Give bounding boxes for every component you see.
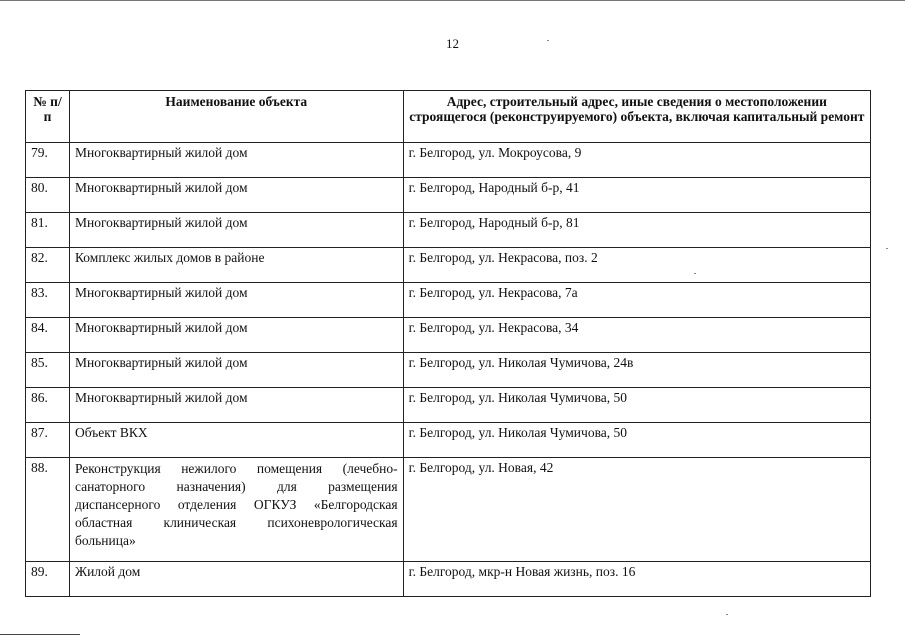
header-name: Наименование объекта (69, 91, 403, 143)
row-name: Многоквартирный жилой дом (69, 388, 403, 423)
row-address: г. Белгород, ул. Некрасова, 7а (403, 283, 870, 318)
row-num: 88. (26, 458, 70, 562)
table-row (26, 423, 871, 458)
table-row (26, 388, 871, 423)
row-address: г. Белгород, ул. Некрасова, поз. 2 (403, 248, 870, 283)
table-row (26, 283, 871, 318)
table-row (26, 318, 871, 353)
table-row (26, 562, 871, 597)
row-address: г. Белгород, ул. Новая, 42 (403, 458, 870, 562)
objects-table (25, 90, 871, 597)
row-num: 89. (26, 562, 70, 597)
scan-speck (726, 614, 728, 615)
row-num: 84. (26, 318, 70, 353)
row-name: Многоквартирный жилой дом (69, 213, 403, 248)
table-row (26, 143, 871, 178)
table-row (26, 248, 871, 283)
scan-speck (694, 273, 696, 274)
row-address: г. Белгород, Народный б-р, 41 (403, 178, 870, 213)
table-row (26, 178, 871, 213)
row-num: 79. (26, 143, 70, 178)
row-num: 82. (26, 248, 70, 283)
header-address: Адрес, строительный адрес, иные сведения о местоположении строящегося (реконструируемого) объекта, включая капитальный ремонт (403, 91, 870, 143)
row-num: 87. (26, 423, 70, 458)
scan-speck (547, 40, 549, 41)
row-name: Многоквартирный жилой дом (69, 283, 403, 318)
row-num: 81. (26, 213, 70, 248)
row-address: г. Белгород, ул. Николая Чумичова, 50 (403, 388, 870, 423)
row-address: г. Белгород, ул. Николая Чумичова, 50 (403, 423, 870, 458)
row-name: Многоквартирный жилой дом (69, 143, 403, 178)
scan-edge-top (0, 0, 905, 1)
row-address: г. Белгород, ул. Мокроусова, 9 (403, 143, 870, 178)
header-num: № п/п (26, 91, 70, 143)
table-row (26, 213, 871, 248)
row-num: 80. (26, 178, 70, 213)
row-name: Многоквартирный жилой дом (69, 353, 403, 388)
row-address: г. Белгород, мкр-н Новая жизнь, поз. 16 (403, 562, 870, 597)
row-num: 86. (26, 388, 70, 423)
table-row (26, 353, 871, 388)
row-num: 85. (26, 353, 70, 388)
page-number: 12 (446, 36, 459, 51)
row-num: 83. (26, 283, 70, 318)
table-header-row (26, 91, 871, 143)
row-address: г. Белгород, ул. Некрасова, 34 (403, 318, 870, 353)
row-name: Многоквартирный жилой дом (69, 318, 403, 353)
scan-speck (886, 248, 888, 249)
row-name: Реконструкция нежилого помещения (лечебно-санаторного назначения) для размещения диспансерного отделения ОГКУЗ «Белгородская областная клиническая психоневрологическая больница» (69, 458, 403, 562)
row-address: г. Белгород, Народный б-р, 81 (403, 213, 870, 248)
row-name: Объект ВКХ (69, 423, 403, 458)
row-address: г. Белгород, ул. Николая Чумичова, 24в (403, 353, 870, 388)
row-name: Многоквартирный жилой дом (69, 178, 403, 213)
scan-edge-bottom (0, 634, 80, 635)
table-row (26, 458, 871, 562)
row-name: Комплекс жилых домов в районе (69, 248, 403, 283)
row-name: Жилой дом (69, 562, 403, 597)
